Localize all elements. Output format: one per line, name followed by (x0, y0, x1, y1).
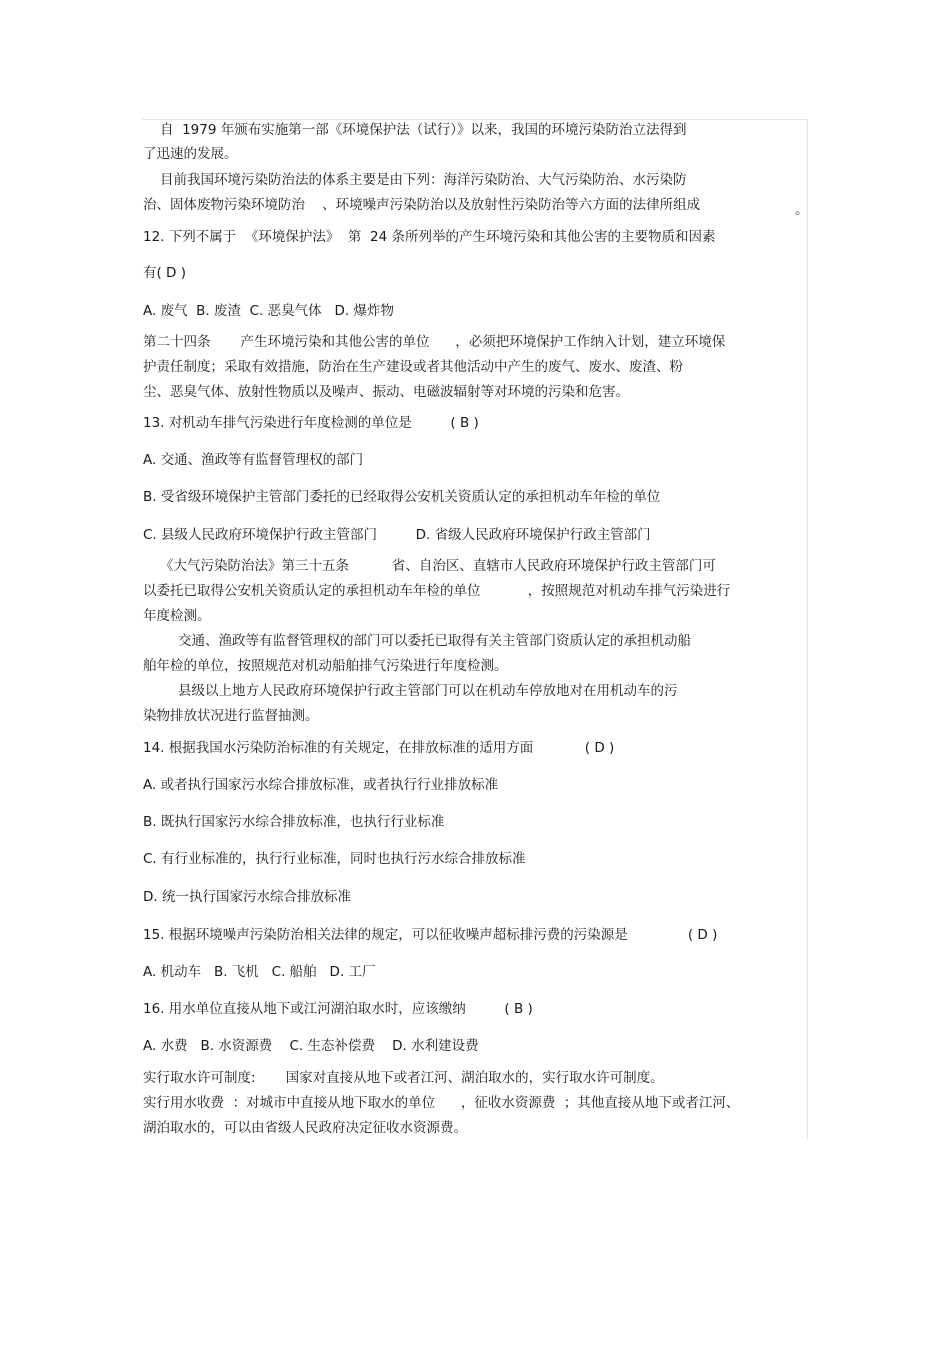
question-13-stem: 13. 对机动车排气污染进行年度检测的单位是 ( B ) (143, 415, 479, 431)
question-12-options: A. 废气 B. 废渣 C. 恶臭气体 D. 爆炸物 (143, 303, 394, 319)
question-13-note-2-line-1: 交通、渔政等有监督管理权的部门可以委托已取得有关主管部门资质认定的承担机动船 (178, 633, 691, 649)
intro-paragraph-2-line-2: 治、固体废物污染环境防治 、环境噪声污染防治以及放射性污染防治等六方面的法律所组成 (143, 197, 701, 213)
question-13-note-1-line-3: 年度检测。 (143, 608, 211, 624)
question-16-note-line-1: 实行取水许可制度: 国家对直接从地下或者江河、湖泊取水的，实行取水许可制度。 (143, 1070, 664, 1086)
question-13-note-1-line-1: 《大气污染防治法》第三十五条 省、自治区、直辖市人民政府环境保护行政主管部门可 (160, 558, 716, 574)
question-12-stem-line-1: 12. 下列不属于 《环境保护法》 第 24 条所列举的产生环境污染和其他公害的主要物质和因素 (143, 229, 716, 245)
question-16-note-line-2: 实行用水收费 ：对城市中直接从地下取水的单位 ，征收水资源费 ；其他直接从地下或者江河、 (143, 1095, 740, 1111)
question-14-option-d: D. 统一执行国家污水综合排放标准 (143, 889, 351, 905)
question-14-option-b: B. 既执行国家污水综合排放标准，也执行行业标准 (143, 814, 445, 830)
question-12-stem-line-2: 有( D ) (143, 265, 187, 281)
question-13-option-b: B. 受省级环境保护主管部门委托的已经取得公安机关资质认定的承担机动车年检的单位 (143, 489, 661, 505)
question-14-stem: 14. 根据我国水污染防治标准的有关规定，在排放标准的适用方面 ( D ) (143, 740, 615, 756)
question-14-option-a: A. 或者执行国家污水综合排放标准，或者执行行业排放标准 (143, 777, 499, 793)
question-16-stem: 16. 用水单位直接从地下或江河湖泊取水时，应该缴纳 ( B ) (143, 1001, 533, 1017)
question-14-option-c: C. 有行业标准的，执行行业标准，同时也执行污水综合排放标准 (143, 851, 526, 867)
question-12-note-line-1: 第二十四条 产生环境污染和其他公害的单位 ，必须把环境保护工作纳入计划，建立环境保 (143, 334, 726, 350)
page-frame (142, 119, 808, 1139)
intro-paragraph-1-line-1: 自 1979 年颁布实施第一部《环境保护法（试行）》以来，我国的环境污染防治立法得到 (160, 122, 687, 138)
question-13-note-2-line-2: 舶年检的单位，按照规范对机动船舶排气污染进行年度检测。 (143, 658, 508, 674)
intro-paragraph-2-end: 。 (795, 202, 809, 218)
question-13-note-3-line-1: 县级以上地方人民政府环境保护行政主管部门可以在机动车停放地对在用机动车的污 (178, 683, 678, 699)
intro-paragraph-2-line-1: 目前我国环境污染防治法的体系主要是由下列：海洋污染防治、大气污染防治、水污染防 (160, 172, 687, 188)
intro-paragraph-1-line-2: 了迅速的发展。 (143, 146, 238, 162)
question-13-option-c-d: C. 县级人民政府环境保护行政主管部门 D. 省级人民政府环境保护行政主管部门 (143, 527, 651, 543)
question-12-note-line-3: 尘、恶臭气体、放射性物质以及噪声、振动、电磁波辐射等对环境的污染和危害。 (143, 384, 629, 400)
question-16-note-line-3: 湖泊取水的，可以由省级人民政府决定征收水资源费。 (143, 1120, 467, 1136)
question-13-note-1-line-2: 以委托已取得公安机关资质认定的承担机动车年检的单位 ，按照规范对机动车排气污染进行 (143, 583, 731, 599)
question-13-option-a: A. 交通、渔政等有监督管理权的部门 (143, 452, 364, 468)
question-16-options: A. 水费 B. 水资源费 C. 生态补偿费 D. 水利建设费 (143, 1038, 479, 1054)
question-15-options: A. 机动车 B. 飞机 C. 船舶 D. 工厂 (143, 964, 376, 980)
question-13-note-3-line-2: 染物排放状况进行监督抽测。 (143, 708, 319, 724)
question-12-note-line-2: 护责任制度；采取有效措施，防治在生产建设或者其他活动中产生的废气、废水、废渣、粉 (143, 359, 683, 375)
question-15-stem: 15. 根据环境噪声污染防治相关法律的规定，可以征收噪声超标排污费的污染源是 ( D ) (143, 927, 718, 943)
